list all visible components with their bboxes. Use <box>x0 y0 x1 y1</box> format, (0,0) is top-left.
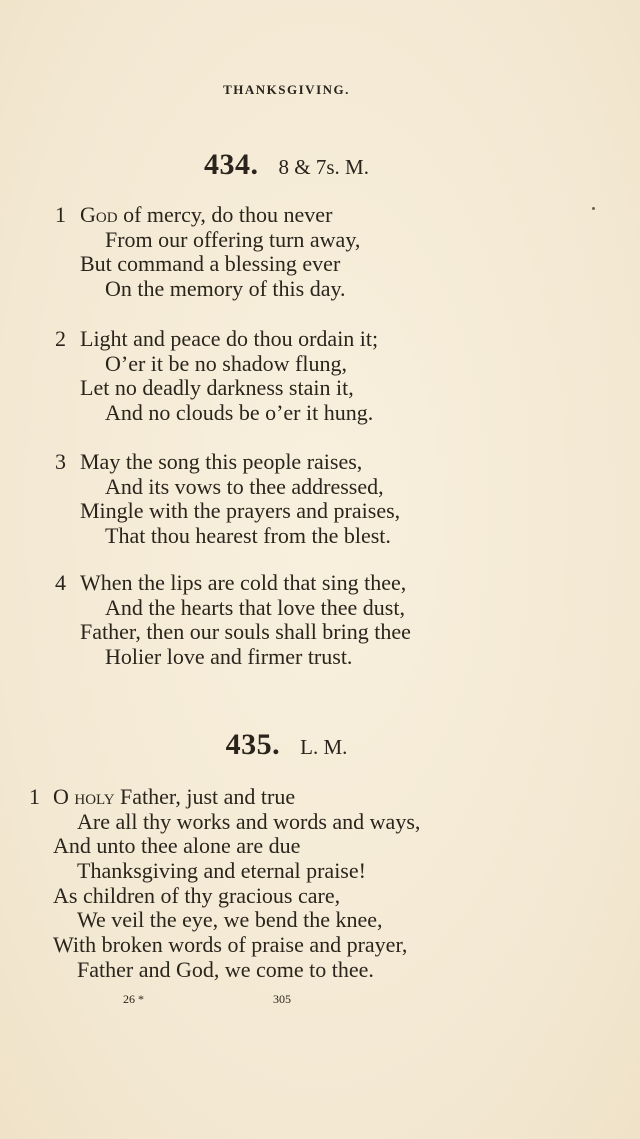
verse-line <box>0 327 600 352</box>
stanza <box>0 450 600 549</box>
verse-line <box>0 933 600 958</box>
verse-line <box>0 785 600 810</box>
verse-line <box>0 884 600 909</box>
verse-text: Let no deadly darkness stain it, <box>80 375 354 401</box>
verse-line <box>0 252 600 277</box>
stanza <box>0 203 600 302</box>
verse-line <box>0 376 600 401</box>
verse-text: But command a blessing ever <box>80 251 341 277</box>
verse-text: And the hearts that love thee dust, <box>105 594 405 620</box>
verse-line <box>0 810 600 835</box>
verse-text <box>80 203 332 228</box>
verse-text: As children of thy gracious care, <box>53 882 341 908</box>
verse-text <box>53 785 295 810</box>
verse-line <box>0 524 600 549</box>
verse-text: And its vows to thee addressed, <box>105 473 384 499</box>
verse-line <box>0 352 600 377</box>
hymn-heading <box>0 728 573 762</box>
verse-rest: of mercy, do thou never <box>117 202 333 227</box>
verse-text: With broken words of praise and prayer, <box>53 932 408 958</box>
verse-text: That thou hearest from the blest. <box>105 523 391 549</box>
verse-line <box>0 645 600 670</box>
verse-line <box>0 499 600 524</box>
verse-text: When the lips are cold that sing thee, <box>80 570 407 595</box>
stanza <box>0 327 600 426</box>
verse-line <box>0 834 600 859</box>
verse-number: 1 <box>29 784 40 809</box>
hymn-number: 434. <box>204 148 259 181</box>
verse-line <box>0 277 600 302</box>
running-head: THANKSGIVING. <box>223 82 350 97</box>
verse-line <box>0 859 600 884</box>
verse-text: And no clouds be o’er it hung. <box>105 400 374 426</box>
verse-line <box>0 203 600 228</box>
verse-line <box>0 450 600 475</box>
verse-text: Mingle with the prayers and praises, <box>80 498 401 524</box>
verse-text: Father and God, we come to thee. <box>77 956 374 982</box>
verse-line <box>0 596 600 621</box>
hymn-meter: L. M. <box>300 735 348 759</box>
verse-text: Are all thy works and words and ways, <box>77 808 421 834</box>
verse-line <box>0 475 600 500</box>
verse-line <box>0 228 600 253</box>
hymn-number: 435. <box>225 728 281 761</box>
stanza <box>0 571 600 670</box>
hymn-meter: 8 & 7s. M. <box>278 155 369 179</box>
verse-text: Thanksgiving and eternal praise! <box>77 858 366 884</box>
verse-text: We veil the eye, we bend the knee, <box>77 907 383 933</box>
verse-text: Holier love and firmer trust. <box>105 644 353 670</box>
signature-mark: 26 * <box>123 992 144 1006</box>
verse-line <box>0 908 600 933</box>
verse-line <box>0 958 600 983</box>
hymn-heading <box>0 148 573 182</box>
verse-number: 2 <box>55 326 66 351</box>
verse-line <box>0 620 600 645</box>
verse-number: 4 <box>55 570 66 595</box>
verse-text: On the memory of this day. <box>105 276 346 302</box>
verse-line <box>0 401 600 426</box>
verse-line <box>0 571 600 596</box>
verse-number: 1 <box>55 202 66 227</box>
verse-text: O’er it be no shadow flung, <box>105 350 347 376</box>
verse-rest: Father, just and true <box>114 784 296 809</box>
page-number: 305 <box>273 992 291 1006</box>
verse-text: Father, then our souls shall bring thee <box>80 619 411 645</box>
verse-text: May the song this people raises, <box>80 449 363 474</box>
verse-lead: God <box>80 202 118 227</box>
verse-number: 3 <box>55 449 66 474</box>
verse-lead: O holy <box>53 784 115 809</box>
verse-text: And unto thee alone are due <box>53 833 301 859</box>
verse-text: Light and peace do thou ordain it; <box>80 326 379 351</box>
stanza <box>0 785 600 983</box>
verse-text: From our offering turn away, <box>105 226 361 252</box>
